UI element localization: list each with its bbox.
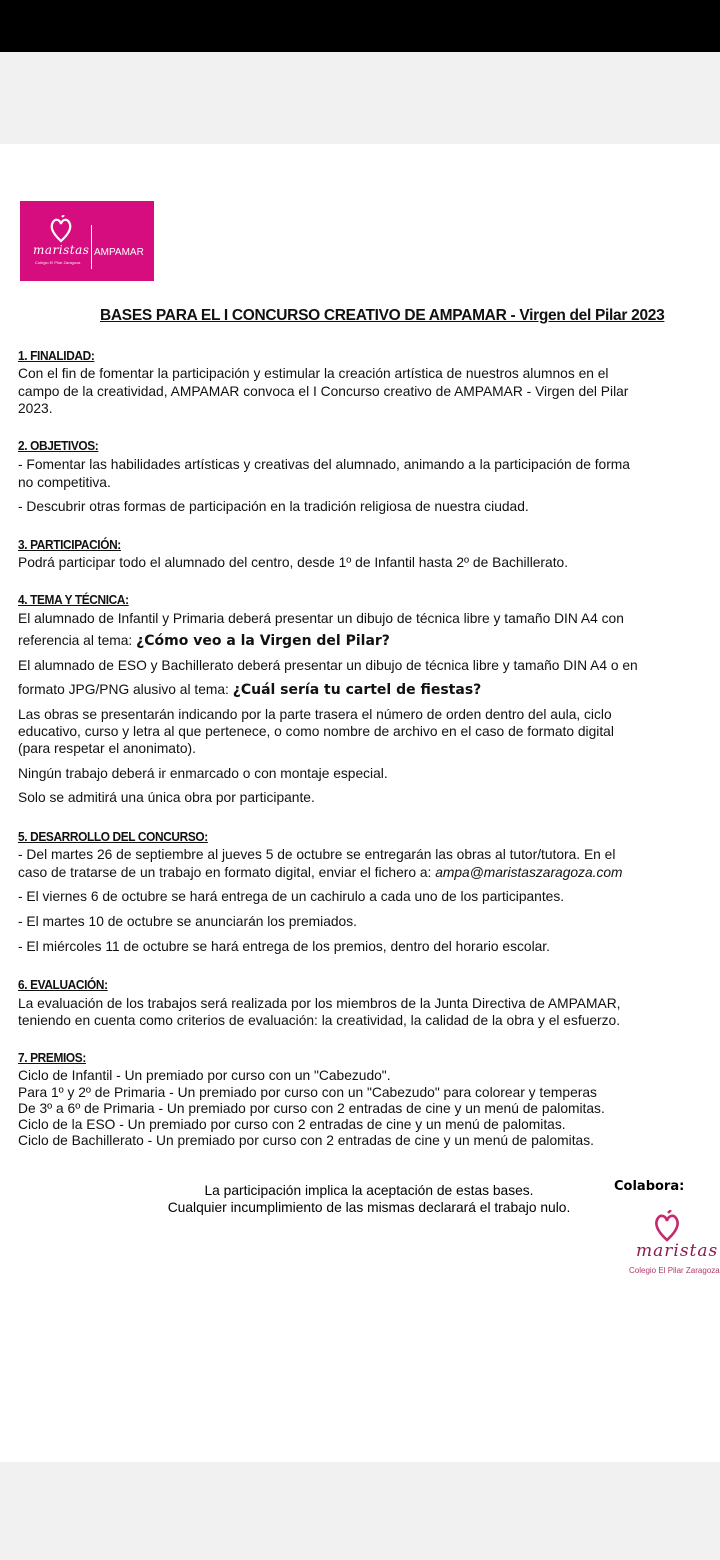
section-heading-premios: 7. PREMIOS: xyxy=(18,1050,86,1065)
footer-note-1: La participación implica la aceptación de estas bases. xyxy=(204,1183,534,1198)
section-heading-evaluacion: 6. EVALUACIÓN: xyxy=(18,977,108,992)
contact-email: ampa@maristaszaragoza.com xyxy=(435,865,623,880)
ampamar-logo xyxy=(20,201,154,281)
text-line: - Descubrir otras formas de participación en la tradición religiosa de nuestra ciudad. xyxy=(18,499,529,514)
section-heading-desarrollo: 5. DESARROLLO DEL CONCURSO: xyxy=(18,829,208,844)
text-span: referencia al tema: xyxy=(18,633,137,648)
text-span: formato JPG/PNG alusivo al tema: xyxy=(18,682,233,697)
text-line: - El viernes 6 de octubre se hará entrega de un cachirulo a cada uno de los participantes. xyxy=(18,889,565,904)
text-line: 2023. xyxy=(18,401,53,416)
text-line xyxy=(18,682,481,699)
text-line: La evaluación de los trabajos será realizada por los miembros de la Junta Directiva de AMPAMAR, xyxy=(18,996,621,1011)
text-line: - Del martes 26 de septiembre al jueves 5 de octubre se entregarán las obras al tutor/tutora. En el xyxy=(18,847,616,862)
text-line: campo de la creatividad, AMPAMAR convoca el I Concurso creativo de AMPAMAR - Virgen del Pilar xyxy=(18,384,629,399)
section-heading-tema: 4. TEMA Y TÉCNICA: xyxy=(18,592,129,607)
text-line xyxy=(18,865,623,881)
text-line: - El martes 10 de octubre se anunciarán los premiados. xyxy=(18,914,357,929)
text-line: no competitiva. xyxy=(18,475,111,490)
text-line: Para 1º y 2º de Primaria - Un premiado por curso con un "Cabezudo" para colorear y temperas xyxy=(18,1085,597,1100)
text-line: Las obras se presentarán indicando por la parte trasera el número de orden dentro del aula, ciclo xyxy=(18,707,612,722)
text-line: De 3º a 6º de Primaria - Un premiado por curso con 2 entradas de cine y un menú de palomitas. xyxy=(18,1101,605,1116)
section-heading-objetivos: 2. OBJETIVOS: xyxy=(18,438,99,453)
text-line: El alumnado de ESO y Bachillerato deberá presentar un dibujo de técnica libre y tamaño DIN A4 o en xyxy=(18,658,638,673)
text-line: Ningún trabajo deberá ir enmarcado o con montaje especial. xyxy=(18,766,388,781)
maristas-logo xyxy=(626,1204,720,1284)
text-line: Ciclo de Bachillerato - Un premiado por curso con 2 entradas de cine y un menú de palomitas. xyxy=(18,1133,594,1148)
text-line: Ciclo de la ESO - Un premiado por curso con 2 entradas de cine y un menú de palomitas. xyxy=(18,1117,566,1132)
logo-divider xyxy=(91,225,92,269)
theme-primaria: ¿Cómo veo a la Virgen del Pilar? xyxy=(136,633,390,649)
footer-note-2: Cualquier incumplimiento de las mismas declarará el trabajo nulo. xyxy=(167,1200,571,1215)
logo-sub-text: Colegio El Pilar Zaragoza xyxy=(35,260,81,265)
text-line: (para respetar el anonimato). xyxy=(18,741,196,756)
section-heading-participacion: 3. PARTICIPACIÓN: xyxy=(18,537,121,552)
text-line: teniendo en cuenta como criterios de evaluación: la creatividad, la calidad de la obra y el esfuerzo. xyxy=(18,1013,621,1028)
text-line: El alumnado de Infantil y Primaria deberá presentar un dibujo de técnica libre y tamaño DIN A4 con xyxy=(18,611,624,626)
document-title: BASES PARA EL I CONCURSO CREATIVO DE AMPAMAR - Virgen del Pilar 2023 xyxy=(100,307,665,324)
text-line: Ciclo de Infantil - Un premiado por curso con un "Cabezudo". xyxy=(18,1068,391,1083)
section-heading-finalidad: 1. FINALIDAD: xyxy=(18,348,95,363)
text-line: Solo se admitirá una única obra por participante. xyxy=(18,790,315,805)
status-bar xyxy=(0,0,720,52)
text-line: - Fomentar las habilidades artísticas y creativas del alumnado, animando a la participación de forma xyxy=(18,457,630,472)
heart-icon xyxy=(654,1210,680,1242)
logo-brand-text: maristas xyxy=(33,243,90,257)
text-line: Con el fin de fomentar la participación y estimular la creación artística de nuestros alumnos en el xyxy=(18,366,609,381)
logo-brand-text: maristas xyxy=(636,1241,719,1261)
text-line: Podrá participar todo el alumnado del centro, desde 1º de Infantil hasta 2º de Bachillerato. xyxy=(18,555,569,570)
document-page xyxy=(0,144,720,1462)
logo-sub-text: Colegio El Pilar Zaragoza xyxy=(629,1266,720,1275)
logo-org-text: AMPAMAR xyxy=(94,247,144,258)
text-line: educativo, curso y letra al que pertenece, o como nombre de archivo en el caso de formato digital xyxy=(18,724,614,739)
text-span: caso de tratarse de un trabajo en formato digital, enviar el fichero a: xyxy=(18,865,436,880)
heart-icon xyxy=(50,215,72,243)
text-line xyxy=(18,633,390,650)
colabora-label: Colabora: xyxy=(614,1179,685,1194)
theme-eso: ¿Cuál sería tu cartel de fiestas? xyxy=(232,682,482,698)
text-line: - El miércoles 11 de octubre se hará entrega de los premios, dentro del horario escolar. xyxy=(18,939,550,954)
